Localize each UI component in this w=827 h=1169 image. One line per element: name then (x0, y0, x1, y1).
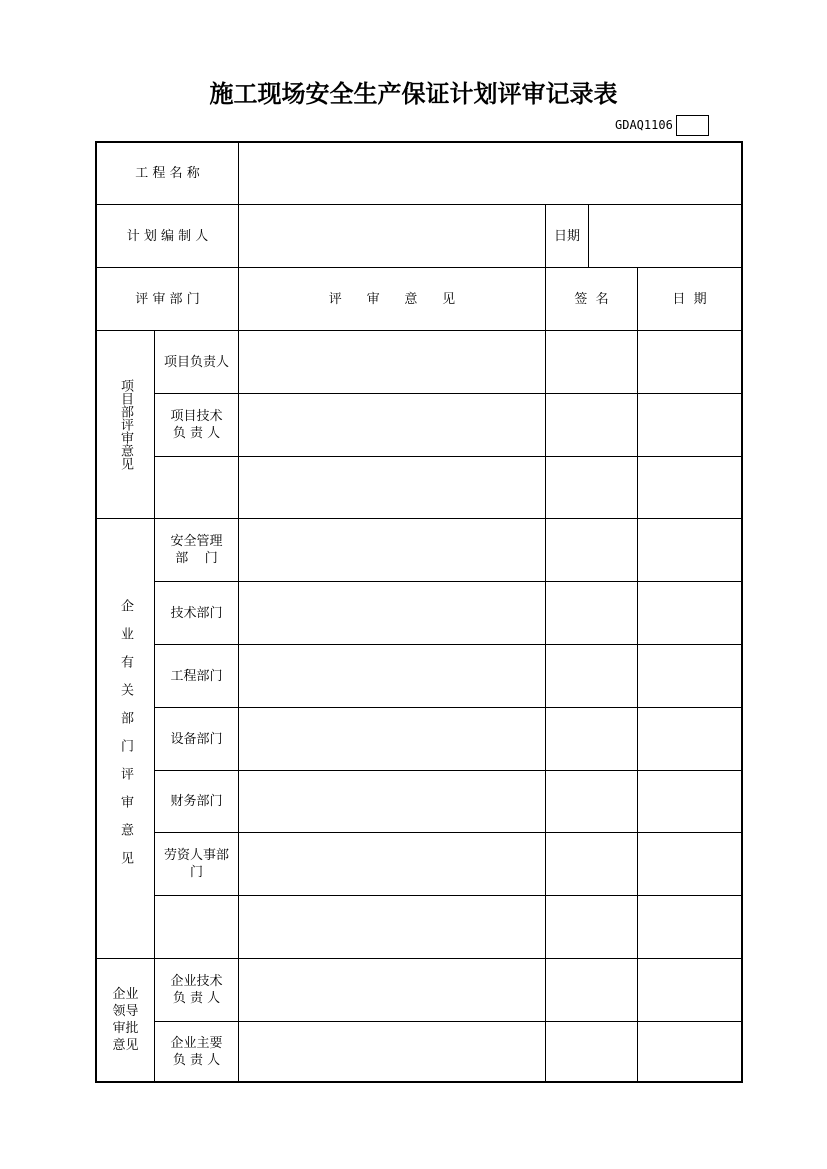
leader-section-label: 企业 领导 审批 意见 (112, 987, 139, 1053)
review-dept-header: 评 审 部 门 (135, 291, 200, 307)
signature-header: 签 名 (574, 291, 609, 307)
row-label: 企业主要 负 责 人 (170, 1035, 223, 1068)
planner-label: 计 划 编 制 人 (126, 228, 209, 244)
plan-date-field[interactable] (589, 205, 741, 267)
form-code: GDAQ1106 (615, 118, 673, 132)
row-label: 财务部门 (170, 794, 223, 809)
project-name-field[interactable] (239, 143, 741, 204)
company-section-label: 企业有关部门评审意见 (118, 598, 133, 879)
row-label: 项目负责人 (163, 354, 229, 370)
review-opinion-header: 评 审 意 见 (328, 291, 456, 307)
planner-field[interactable] (239, 205, 545, 267)
row-label: 工程部门 (170, 668, 223, 684)
project-name-label: 工 程 名 称 (135, 166, 200, 181)
form-code-box[interactable] (676, 115, 709, 136)
page-title: 施工现场安全生产保证计划评审记录表 (209, 80, 618, 108)
plan-date-label: 日期 (553, 228, 580, 244)
row-label: 安全管理 部 门 (170, 534, 223, 566)
row-label: 项目技术 负 责 人 (170, 409, 223, 441)
date-header: 日 期 (672, 291, 707, 307)
review-form-table (95, 141, 743, 1083)
row-label (155, 896, 238, 958)
row-label: 企业技术 负 责 人 (170, 974, 223, 1006)
row-label: 技术部门 (170, 605, 223, 621)
project-section-label: 项目部评审意见 (118, 379, 133, 470)
row-label (155, 457, 238, 518)
row-label: 劳资人事部 门 (163, 848, 229, 880)
row-label: 设备部门 (170, 731, 223, 747)
